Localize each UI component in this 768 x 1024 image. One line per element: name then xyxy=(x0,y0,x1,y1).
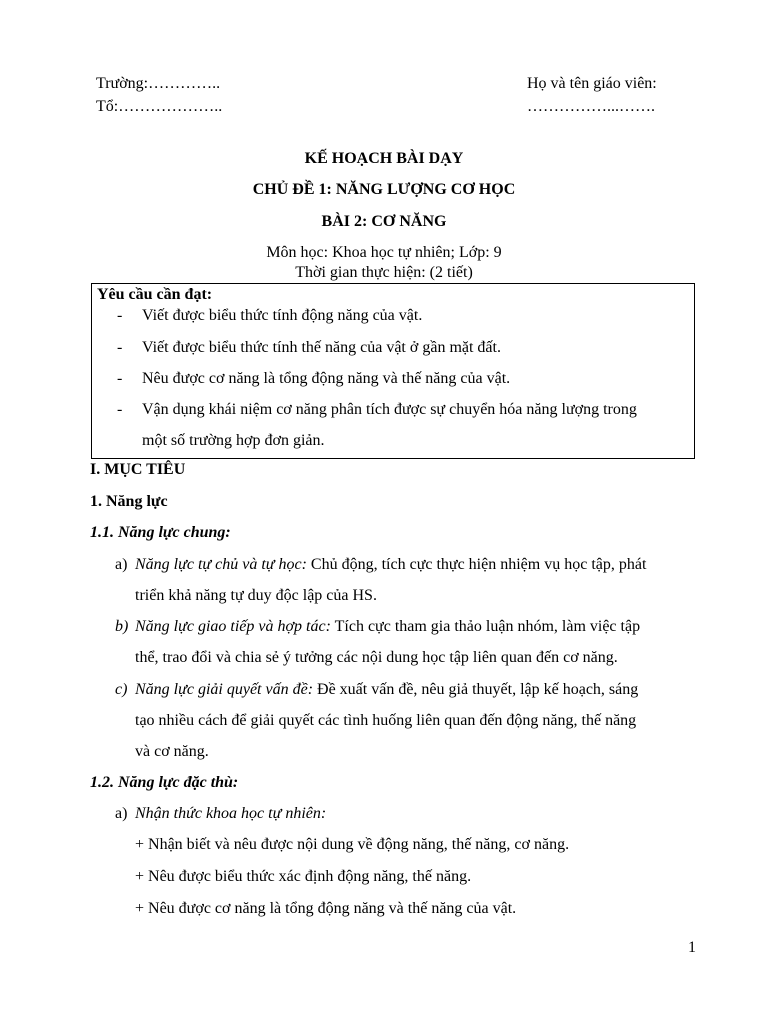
page-number: 1 xyxy=(688,939,696,956)
list-marker: b) xyxy=(115,618,129,635)
competence-text-continuation: tạo nhiều cách để giải quyết các tình huống liên quan đến động năng, thế năng xyxy=(135,712,637,729)
lesson-title: BÀI 2: CƠ NĂNG xyxy=(321,213,447,230)
requirement-bullet: - xyxy=(117,401,123,418)
competence-text: Chủ động, tích cực thực hiện nhiệm vụ học tập, phát xyxy=(306,556,647,573)
requirement-bullet: - xyxy=(117,370,123,387)
teacher-label: Họ và tên giáo viên: xyxy=(527,75,657,92)
subject-line: Môn học: Khoa học tự nhiên; Lớp: 9 xyxy=(266,244,502,261)
competence-text-continuation: triển khả năng tự duy độc lập của HS. xyxy=(135,587,377,604)
subsection-heading: 1. Năng lực xyxy=(90,493,168,510)
specific-competence-item: + Nêu được biểu thức xác định động năng, thế năng. xyxy=(135,868,472,885)
requirement-item-continuation: một số trường hợp đơn giản. xyxy=(142,432,325,449)
requirement-item: Viết được biểu thức tính động năng của vật. xyxy=(142,307,423,324)
teacher-name-field: ……………...……. xyxy=(527,98,655,115)
competence-label: Năng lực tự chủ và tự học: xyxy=(135,556,307,573)
general-competence-item xyxy=(135,618,640,636)
subsection-heading: 1.1. Năng lực chung: xyxy=(90,524,231,541)
group-field: Tổ:……………….. xyxy=(96,98,223,115)
competence-text-continuation: thể, trao đổi và chia sẻ ý tưởng các nội dung học tập liên quan đến cơ năng. xyxy=(135,649,618,666)
specific-competence-item: + Nêu được cơ năng là tổng động năng và thế năng của vật. xyxy=(135,900,517,917)
school-field: Trường:………….. xyxy=(96,75,221,92)
plan-title: KẾ HOẠCH BÀI DẠY xyxy=(304,150,464,167)
requirement-item: Vận dụng khái niệm cơ năng phân tích được sự chuyển hóa năng lượng trong xyxy=(142,401,637,418)
topic-title: CHỦ ĐỀ 1: NĂNG LƯỢNG CƠ HỌC xyxy=(252,181,516,198)
competence-label: Năng lực giao tiếp và hợp tác: xyxy=(135,618,331,635)
requirement-item: Viết được biểu thức tính thế năng của vật ở gần mặt đất. xyxy=(142,339,501,356)
requirement-bullet: - xyxy=(117,307,123,324)
competence-text: Đề xuất vấn đề, nêu giả thuyết, lập kế hoạch, sáng xyxy=(313,681,639,698)
requirements-heading: Yêu cầu cần đạt: xyxy=(97,286,213,303)
competence-text: Tích cực tham gia thảo luận nhóm, làm việc tập xyxy=(330,618,641,635)
requirement-bullet: - xyxy=(117,339,123,356)
specific-competence-label: Nhận thức khoa học tự nhiên: xyxy=(135,805,327,822)
section-heading: I. MỤC TIÊU xyxy=(90,461,186,478)
competence-label: Năng lực giải quyết vấn đề: xyxy=(135,681,314,698)
list-marker: c) xyxy=(115,681,128,698)
subsection-heading: 1.2. Năng lực đặc thù: xyxy=(90,774,239,791)
list-marker: a) xyxy=(115,556,128,573)
general-competence-item xyxy=(135,556,646,574)
list-marker: a) xyxy=(115,805,128,822)
duration-line: Thời gian thực hiện: (2 tiết) xyxy=(295,264,473,281)
specific-competence-item: + Nhận biết và nêu được nội dung về động năng, thế năng, cơ năng. xyxy=(135,836,570,853)
general-competence-item xyxy=(135,681,638,699)
requirement-item: Nêu được cơ năng là tổng động năng và thế năng của vật. xyxy=(142,370,511,387)
competence-text-continuation: và cơ năng. xyxy=(135,743,209,760)
